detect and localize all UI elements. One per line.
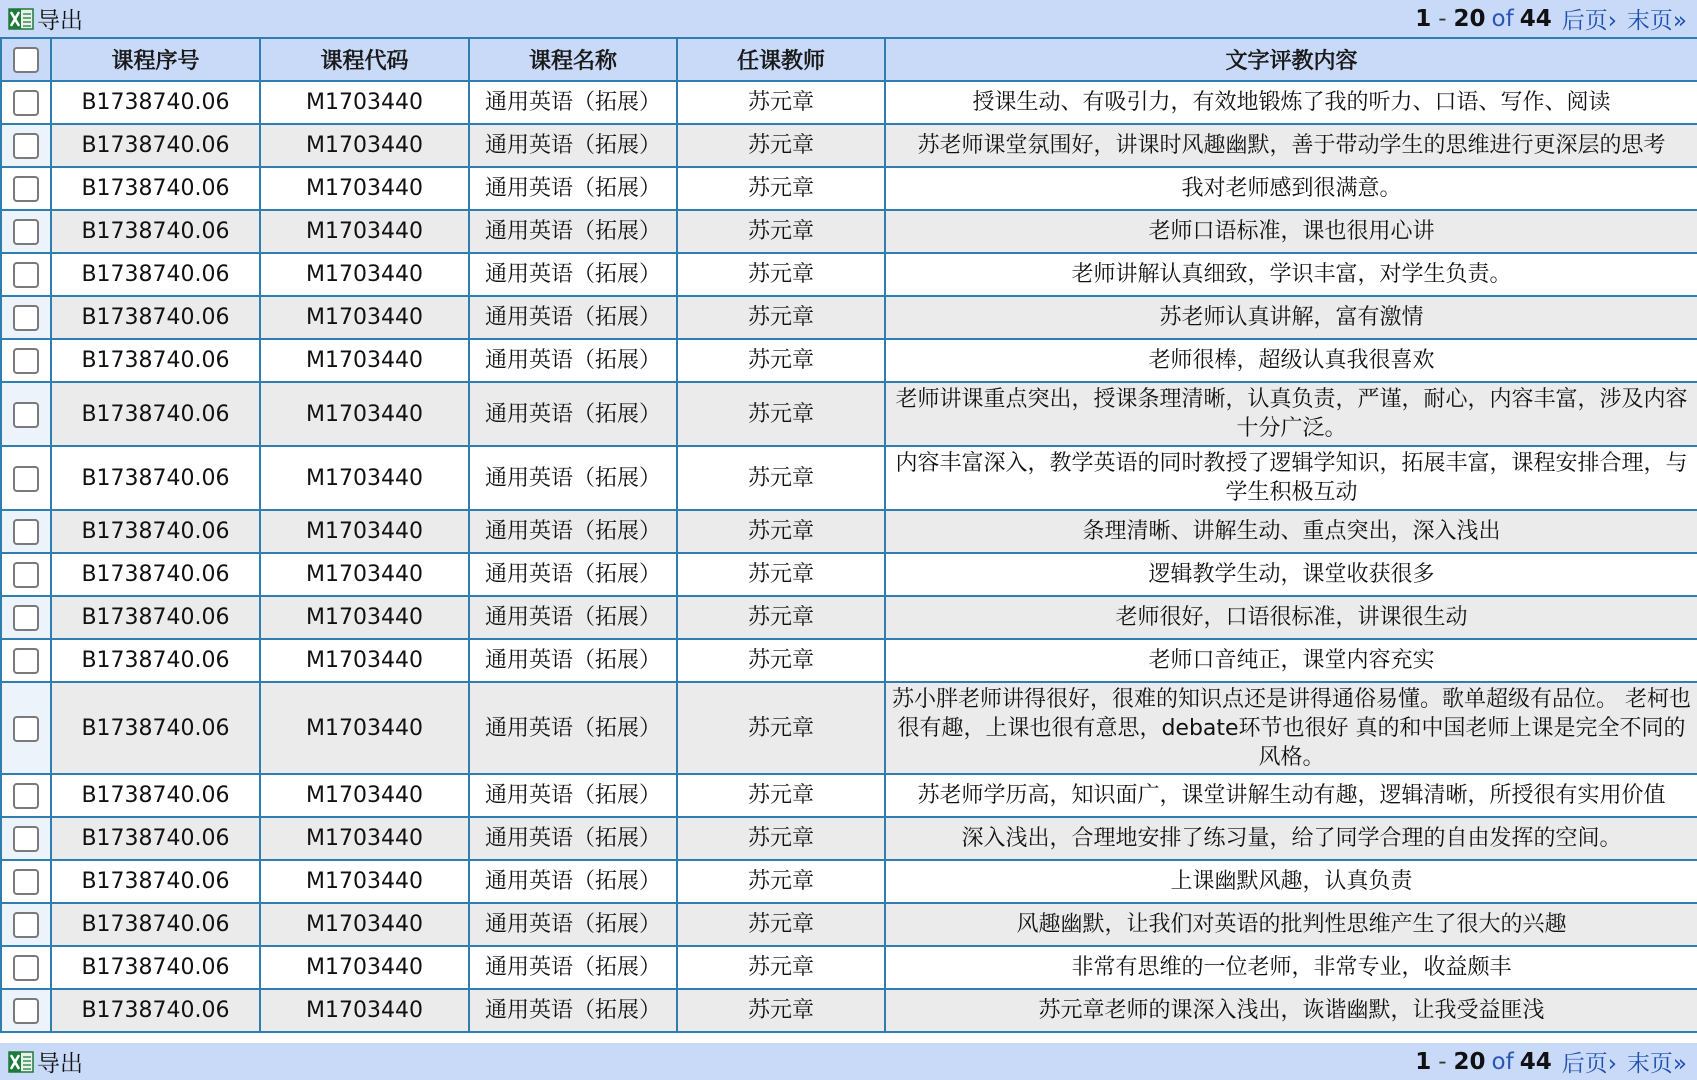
row-select-cell <box>1 510 51 553</box>
row-select-cell <box>1 860 51 903</box>
row-select-cell <box>1 553 51 596</box>
cell-course-code: M1703440 <box>260 989 469 1032</box>
cell-comment: 我对老师感到很满意。 <box>885 167 1697 210</box>
of-label: of <box>1491 1048 1514 1075</box>
cell-course-code: M1703440 <box>260 946 469 989</box>
table-row[interactable] <box>1 596 1697 639</box>
cell-comment: 条理清晰、讲解生动、重点突出，深入浅出 <box>885 510 1697 553</box>
table-row[interactable] <box>1 860 1697 903</box>
cell-course-name: 通用英语（拓展） <box>469 989 677 1032</box>
export-button-bottom[interactable] <box>8 1045 83 1078</box>
cell-course-code: M1703440 <box>260 382 469 446</box>
next-page-link[interactable]: 后页› <box>1561 1051 1617 1077</box>
cell-comment: 逻辑教学生动，课堂收获很多 <box>885 553 1697 596</box>
select-all-cell <box>1 38 51 81</box>
column-header-teacher[interactable]: 任课教师 <box>677 38 885 81</box>
cell-teacher: 苏元章 <box>677 446 885 510</box>
cell-course-seq: B1738740.06 <box>51 124 260 167</box>
cell-course-name: 通用英语（拓展） <box>469 903 677 946</box>
cell-course-name: 通用英语（拓展） <box>469 124 677 167</box>
cell-course-code: M1703440 <box>260 639 469 682</box>
cell-comment: 老师口音纯正，课堂内容充实 <box>885 639 1697 682</box>
cell-teacher: 苏元章 <box>677 596 885 639</box>
table-row[interactable] <box>1 817 1697 860</box>
table-row[interactable] <box>1 903 1697 946</box>
cell-teacher: 苏元章 <box>677 774 885 817</box>
cell-comment: 老师很好，口语很标准，讲课很生动 <box>885 596 1697 639</box>
cell-teacher: 苏元章 <box>677 860 885 903</box>
row-select-cell <box>1 903 51 946</box>
evaluation-table <box>0 37 1697 1033</box>
export-label: 导出 <box>37 8 83 34</box>
row-checkbox[interactable] <box>13 869 39 895</box>
row-select-cell <box>1 596 51 639</box>
column-header-seq[interactable]: 课程序号 <box>51 38 260 81</box>
cell-course-seq: B1738740.06 <box>51 81 260 124</box>
cell-teacher: 苏元章 <box>677 382 885 446</box>
select-all-checkbox[interactable] <box>13 47 39 73</box>
row-checkbox[interactable] <box>13 262 39 288</box>
cell-course-code: M1703440 <box>260 81 469 124</box>
row-checkbox[interactable] <box>13 562 39 588</box>
cell-course-seq: B1738740.06 <box>51 167 260 210</box>
cell-comment: 老师讲解认真细致，学识丰富，对学生负责。 <box>885 253 1697 296</box>
cell-teacher: 苏元章 <box>677 639 885 682</box>
row-select-cell <box>1 682 51 774</box>
table-row[interactable] <box>1 682 1697 774</box>
range-start: 1 <box>1415 1048 1432 1075</box>
cell-teacher: 苏元章 <box>677 81 885 124</box>
row-select-cell <box>1 210 51 253</box>
row-select-cell <box>1 989 51 1032</box>
row-checkbox[interactable] <box>13 826 39 852</box>
row-select-cell <box>1 167 51 210</box>
row-select-cell <box>1 774 51 817</box>
row-select-cell <box>1 339 51 382</box>
cell-course-code: M1703440 <box>260 210 469 253</box>
cell-course-seq: B1738740.06 <box>51 682 260 774</box>
row-select-cell <box>1 946 51 989</box>
range-end: 20 <box>1453 5 1486 32</box>
row-select-cell <box>1 817 51 860</box>
table-row[interactable] <box>1 510 1697 553</box>
column-header-comment[interactable]: 文字评教内容 <box>885 38 1697 81</box>
cell-course-code: M1703440 <box>260 253 469 296</box>
cell-teacher: 苏元章 <box>677 167 885 210</box>
total-count: 44 <box>1519 5 1552 32</box>
table-row[interactable] <box>1 296 1697 339</box>
cell-course-seq: B1738740.06 <box>51 639 260 682</box>
cell-teacher: 苏元章 <box>677 296 885 339</box>
table-row[interactable] <box>1 210 1697 253</box>
cell-course-code: M1703440 <box>260 510 469 553</box>
range-separator: - <box>1438 1048 1447 1075</box>
cell-course-code: M1703440 <box>260 553 469 596</box>
row-select-cell <box>1 639 51 682</box>
row-select-cell <box>1 446 51 510</box>
cell-comment: 老师口语标准，课也很用心讲 <box>885 210 1697 253</box>
cell-teacher: 苏元章 <box>677 210 885 253</box>
row-checkbox[interactable] <box>13 605 39 631</box>
cell-course-name: 通用英语（拓展） <box>469 860 677 903</box>
last-page-link[interactable]: 末页» <box>1626 8 1687 34</box>
cell-comment: 苏小胖老师讲得很好，很难的知识点还是讲得通俗易懂。歌单超级有品位。 老柯也很有趣，上课也很有意思，debate环节也很好 真的和中国老师上课是完全不同的风格。 <box>885 682 1697 774</box>
range-start: 1 <box>1415 5 1432 32</box>
table-row[interactable] <box>1 81 1697 124</box>
cell-course-seq: B1738740.06 <box>51 296 260 339</box>
cell-course-name: 通用英语（拓展） <box>469 596 677 639</box>
cell-course-name: 通用英语（拓展） <box>469 446 677 510</box>
row-select-cell <box>1 296 51 339</box>
cell-course-name: 通用英语（拓展） <box>469 817 677 860</box>
cell-course-seq: B1738740.06 <box>51 903 260 946</box>
cell-course-seq: B1738740.06 <box>51 253 260 296</box>
bottom-toolbar <box>0 1043 1697 1080</box>
cell-course-name: 通用英语（拓展） <box>469 682 677 774</box>
cell-course-seq: B1738740.06 <box>51 210 260 253</box>
pagination <box>1415 2 1687 35</box>
cell-course-code: M1703440 <box>260 774 469 817</box>
export-label: 导出 <box>37 1051 83 1077</box>
row-checkbox[interactable] <box>13 176 39 202</box>
cell-course-seq: B1738740.06 <box>51 860 260 903</box>
cell-teacher: 苏元章 <box>677 510 885 553</box>
cell-course-name: 通用英语（拓展） <box>469 167 677 210</box>
table-row[interactable] <box>1 774 1697 817</box>
cell-comment: 非常有思维的一位老师，非常专业，收益颇丰 <box>885 946 1697 989</box>
table-row[interactable] <box>1 639 1697 682</box>
cell-comment: 老师很棒，超级认真我很喜欢 <box>885 339 1697 382</box>
cell-teacher: 苏元章 <box>677 682 885 774</box>
of-label: of <box>1491 5 1514 32</box>
row-checkbox[interactable] <box>13 912 39 938</box>
row-select-cell <box>1 124 51 167</box>
range-end: 20 <box>1453 1048 1486 1075</box>
cell-course-code: M1703440 <box>260 124 469 167</box>
cell-course-name: 通用英语（拓展） <box>469 81 677 124</box>
cell-course-name: 通用英语（拓展） <box>469 639 677 682</box>
table-row[interactable] <box>1 446 1697 510</box>
cell-course-code: M1703440 <box>260 860 469 903</box>
cell-course-code: M1703440 <box>260 682 469 774</box>
cell-course-seq: B1738740.06 <box>51 510 260 553</box>
table-row[interactable] <box>1 339 1697 382</box>
row-checkbox[interactable] <box>13 783 39 809</box>
excel-icon <box>8 6 34 32</box>
table-row[interactable] <box>1 989 1697 1032</box>
cell-course-seq: B1738740.06 <box>51 339 260 382</box>
cell-course-name: 通用英语（拓展） <box>469 946 677 989</box>
row-checkbox[interactable] <box>13 305 39 331</box>
cell-course-seq: B1738740.06 <box>51 553 260 596</box>
row-select-cell <box>1 253 51 296</box>
last-page-link[interactable]: 末页» <box>1626 1051 1687 1077</box>
cell-course-name: 通用英语（拓展） <box>469 253 677 296</box>
table-row[interactable] <box>1 946 1697 989</box>
cell-teacher: 苏元章 <box>677 339 885 382</box>
cell-course-seq: B1738740.06 <box>51 382 260 446</box>
cell-comment: 深入浅出，合理地安排了练习量，给了同学合理的自由发挥的空间。 <box>885 817 1697 860</box>
row-checkbox[interactable] <box>13 219 39 245</box>
cell-course-seq: B1738740.06 <box>51 774 260 817</box>
excel-icon <box>8 1049 34 1075</box>
cell-comment: 苏老师课堂氛围好，讲课时风趣幽默，善于带动学生的思维进行更深层的思考 <box>885 124 1697 167</box>
table-header-row <box>1 38 1697 81</box>
cell-course-seq: B1738740.06 <box>51 596 260 639</box>
cell-course-name: 通用英语（拓展） <box>469 553 677 596</box>
cell-comment: 苏老师认真讲解，富有激情 <box>885 296 1697 339</box>
cell-course-code: M1703440 <box>260 167 469 210</box>
cell-course-name: 通用英语（拓展） <box>469 510 677 553</box>
cell-course-code: M1703440 <box>260 296 469 339</box>
cell-course-name: 通用英语（拓展） <box>469 339 677 382</box>
column-header-code[interactable]: 课程代码 <box>260 38 469 81</box>
cell-course-code: M1703440 <box>260 817 469 860</box>
cell-teacher: 苏元章 <box>677 553 885 596</box>
cell-course-code: M1703440 <box>260 339 469 382</box>
row-checkbox[interactable] <box>13 716 39 742</box>
cell-course-name: 通用英语（拓展） <box>469 382 677 446</box>
cell-course-name: 通用英语（拓展） <box>469 774 677 817</box>
pagination-bottom <box>1415 1045 1687 1078</box>
cell-comment: 内容丰富深入，教学英语的同时教授了逻辑学知识，拓展丰富，课程安排合理，与学生积极互动 <box>885 446 1697 510</box>
cell-teacher: 苏元章 <box>677 946 885 989</box>
cell-comment: 苏老师学历高，知识面广，课堂讲解生动有趣，逻辑清晰，所授很有实用价值 <box>885 774 1697 817</box>
row-select-cell <box>1 382 51 446</box>
total-count: 44 <box>1519 1048 1552 1075</box>
cell-teacher: 苏元章 <box>677 903 885 946</box>
table-row[interactable] <box>1 553 1697 596</box>
cell-course-seq: B1738740.06 <box>51 817 260 860</box>
column-header-name[interactable]: 课程名称 <box>469 38 677 81</box>
cell-course-code: M1703440 <box>260 446 469 510</box>
cell-comment: 风趣幽默，让我们对英语的批判性思维产生了很大的兴趣 <box>885 903 1697 946</box>
cell-comment: 苏元章老师的课深入浅出，诙谐幽默，让我受益匪浅 <box>885 989 1697 1032</box>
row-checkbox[interactable] <box>13 519 39 545</box>
row-checkbox[interactable] <box>13 648 39 674</box>
cell-comment: 老师讲课重点突出，授课条理清晰，认真负责，严谨，耐心，内容丰富，涉及内容十分广泛。 <box>885 382 1697 446</box>
row-checkbox[interactable] <box>13 348 39 374</box>
row-checkbox[interactable] <box>13 955 39 981</box>
row-checkbox[interactable] <box>13 402 39 428</box>
range-separator: - <box>1438 5 1447 32</box>
cell-course-code: M1703440 <box>260 596 469 639</box>
cell-course-name: 通用英语（拓展） <box>469 210 677 253</box>
row-select-cell <box>1 81 51 124</box>
cell-course-code: M1703440 <box>260 903 469 946</box>
table-row[interactable] <box>1 253 1697 296</box>
next-page-link[interactable]: 后页› <box>1561 8 1617 34</box>
cell-teacher: 苏元章 <box>677 817 885 860</box>
cell-teacher: 苏元章 <box>677 989 885 1032</box>
row-checkbox[interactable] <box>13 133 39 159</box>
row-checkbox[interactable] <box>13 466 39 492</box>
row-checkbox[interactable] <box>13 998 39 1024</box>
cell-course-name: 通用英语（拓展） <box>469 296 677 339</box>
table-row[interactable] <box>1 167 1697 210</box>
cell-teacher: 苏元章 <box>677 253 885 296</box>
cell-comment: 上课幽默风趣，认真负责 <box>885 860 1697 903</box>
table-row[interactable] <box>1 382 1697 446</box>
top-toolbar <box>0 0 1697 37</box>
cell-course-seq: B1738740.06 <box>51 946 260 989</box>
cell-teacher: 苏元章 <box>677 124 885 167</box>
row-checkbox[interactable] <box>13 90 39 116</box>
cell-comment: 授课生动、有吸引力，有效地锻炼了我的听力、口语、写作、阅读 <box>885 81 1697 124</box>
cell-course-seq: B1738740.06 <box>51 446 260 510</box>
export-button[interactable] <box>8 2 83 35</box>
cell-course-seq: B1738740.06 <box>51 989 260 1032</box>
table-row[interactable] <box>1 124 1697 167</box>
